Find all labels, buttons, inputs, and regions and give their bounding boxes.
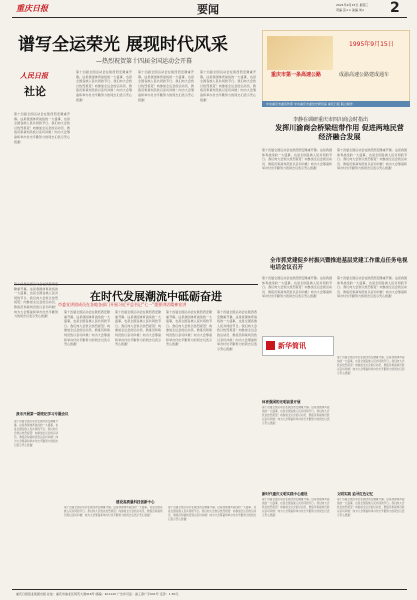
- editorial-body: 第十四届全国运动会在陕西西安隆重开幕。这是我国体育战线的一大盛事，也是全国各族人民共同的节日。我们向大会致以热烈祝贺！向参加全运会的运动员、教练员和裁判员致以亲切问候！向为大会筹备和举办付出辛勤努力的同志们表示衷心感谢！: [14, 112, 70, 144]
- right-story-2-headline: 全市抓党建促乡村振兴暨推进基层党建工作重点任务电视电话会议召开: [270, 258, 408, 271]
- section-title: 要闻: [197, 3, 219, 16]
- news-brief-box: [262, 336, 334, 356]
- brief-label: 新华简讯: [278, 342, 306, 350]
- footer-text: 重庆日报报业集团出版 社址：重庆市渝北区同茂大道416号 邮编：401120 广告许可证：渝工商广字001号 定价：1.50元: [16, 592, 179, 596]
- bottom-body: 第十四届全国运动会在陕西西安隆重开幕。这是我国体育战线的一大盛事，也是全国各族人民共同的节日。我们向大会致以热烈祝贺！向参加全运会的运动员、教练员和裁判员致以亲切问候！向为大会筹备和举办付出辛勤努力的同志们表示衷心感谢！: [262, 498, 330, 517]
- masthead-logo: 重庆日报: [16, 3, 48, 13]
- right-story-body: 第十四届全国运动会在陕西西安隆重开幕。这是我国体育战线的一大盛事，也是全国各族人民共同的节日。我们向大会致以热烈祝贺！向参加全运会的运动员、教练员和裁判员致以亲切问候！向为大会筹备和举办付出辛勤努力的同志们表示衷心感谢！: [262, 148, 332, 171]
- center-body: 第十四届全国运动会在陕西西安隆重开幕。这是我国体育战线的一大盛事，也是全国各族人民共同的节日。我们向大会致以热烈祝贺！向参加全运会的运动员、教练员和裁判员致以亲切问候！向为大会筹备和举办付出辛勤努力的同志们表示衷心感谢！: [217, 310, 257, 351]
- masthead: [0, 0, 417, 17]
- bottom-body: 第十四届全国运动会在陕西西安隆重开幕。这是我国体育战线的一大盛事，也是全国各族人民共同的节日。我们向大会致以热烈祝贺！向参加全运会的运动员、教练员和裁判员致以亲切问候！向为大会筹备和举办付出辛勤努力的同志们表示衷心感谢！: [14, 420, 59, 447]
- lead-subhead: —热烈祝贺第十四届全国运动会开幕: [96, 58, 193, 65]
- date-line: 2021年9月15日 星期三: [336, 3, 369, 7]
- right-story-body: 第十四届全国运动会在陕西西安隆重开幕。这是我国体育战线的一大盛事，也是全国各族人民共同的节日。我们向大会致以热烈祝贺！向参加全运会的运动员、教练员和裁判员致以亲切问候！向为大会筹备和举办付出辛勤努力的同志们表示衷心感谢！: [337, 148, 407, 171]
- bottom-headline: 我市开展第一期党纪学习专题会议: [16, 412, 69, 416]
- bottom-body: 第十四届全国运动会在陕西西安隆重开幕。这是我国体育战线的一大盛事，也是全国各族人民共同的节日。我们向大会致以热烈祝贺！向参加全运会的运动员、教练员和裁判员致以亲切问候！向为大会筹备和举办付出辛勤努力的同志们表示衷心感谢！: [262, 406, 330, 425]
- center-subhead: 市委宣讲团成员在各地各部门开展习近平总书记“七一”重要讲话精神宣讲: [58, 302, 187, 307]
- center-body: 第十四届全国运动会在陕西西安隆重开幕。这是我国体育战线的一大盛事，也是全国各族人民共同的节日。我们向大会致以热烈祝贺！向参加全运会的运动员、教练员和裁判员致以亲切问候！向为大会筹备和举办付出辛勤努力的同志们表示衷心感谢！: [166, 310, 212, 347]
- masthead-rule: [12, 17, 407, 18]
- bottom-body: 第十四届全国运动会在陕西西安隆重开幕。这是我国体育战线的一大盛事，也是全国各族人民共同的节日。我们向大会致以热烈祝贺！向参加全运会的运动员、教练员和裁判员致以亲切问候！向为大会筹备和举办付出辛勤努力的同志们表示衷心感谢！: [168, 506, 257, 521]
- editor-line: 责编 张×× 美编 刘×: [336, 8, 365, 12]
- bottom-headline: 建设高质量科技创新中心: [116, 500, 155, 504]
- page-number: 2: [390, 0, 400, 16]
- center-body: 第十四届全国运动会在陕西西安隆重开幕。这是我国体育战线的一大盛事，也是全国各族人民共同的节日。我们向大会致以热烈祝贺！向参加全运会的运动员、教练员和裁判员致以亲切问候！向为大会筹备和举办付出辛勤努力的同志们表示衷心感谢！: [115, 310, 161, 347]
- brief-icon: [266, 341, 275, 350]
- editorial-body: 第十四届全国运动会在陕西西安隆重开幕。这是我国体育战线的一大盛事，也是全国各族人民共同的节日。我们向大会致以热烈祝贺！向参加全运会的运动员、教练员和裁判员致以亲切问候！向为大会筹备和举办付出辛勤努力的同志们表示衷心感谢！: [138, 70, 194, 102]
- ad-caption: 中央重庆市委宣传部 中共重庆市委党史研究室 重庆日报 联合制作: [266, 102, 353, 106]
- bottom-headline: 文明实践 追寻红色记忆: [337, 492, 374, 496]
- bottom-body: 第十四届全国运动会在陕西西安隆重开幕。这是我国体育战线的一大盛事，也是全国各族人民共同的节日。我们向大会致以热烈祝贺！向参加全运会的运动员、教练员和裁判员致以亲切问候！向为大会筹备和举办付出辛勤努力的同志们表示衷心感谢！: [337, 356, 405, 375]
- ad-title: 重庆市第一条高速公路: [271, 72, 322, 78]
- ad-illustration: [267, 36, 333, 70]
- right-story-2-body: 第十四届全国运动会在陕西西安隆重开幕。这是我国体育战线的一大盛事，也是全国各族人民共同的节日。我们向大会致以热烈祝贺！向参加全运会的运动员、教练员和裁判员致以亲切问候！向为大会筹备和举办付出辛勤努力的同志们表示衷心感谢！: [337, 276, 407, 299]
- editorial-body: 第十四届全国运动会在陕西西安隆重开幕。这是我国体育战线的一大盛事，也是全国各族人民共同的节日。我们向大会致以热烈祝贺！向参加全运会的运动员、教练员和裁判员致以亲切问候！向为大会筹备和举办付出辛勤努力的同志们表示衷心感谢！: [76, 70, 132, 102]
- ad-block: [262, 30, 410, 102]
- editorial-badge: [14, 68, 60, 106]
- ad-subtitle: 成渝高速公路建成通车: [339, 72, 390, 78]
- bottom-body: 第十四届全国运动会在陕西西安隆重开幕。这是我国体育战线的一大盛事，也是全国各族人民共同的节日。我们向大会致以热烈祝贺！向参加全运会的运动员、教练员和裁判员致以亲切问候！向为大会筹备和举办付出辛勤努力的同志们表示衷心感谢！: [64, 506, 163, 517]
- column-label: 社论: [24, 85, 46, 98]
- bottom-body: 第十四届全国运动会在陕西西安隆重开幕。这是我国体育战线的一大盛事，也是全国各族人民共同的节日。我们向大会致以热烈祝贺！向参加全运会的运动员、教练员和裁判员致以亲切问候！向为大会筹备和举办付出辛勤努力的同志们表示衷心感谢！: [337, 498, 405, 517]
- editorial-body: 第十四届全国运动会在陕西西安隆重开幕。这是我国体育战线的一大盛事，也是全国各族人民共同的节日。我们向大会致以热烈祝贺！向参加全运会的运动员、教练员和裁判员致以亲切问候！向为大会筹备和举办付出辛勤努力的同志们表示衷心感谢！: [200, 70, 256, 102]
- ad-caption-bar: [262, 101, 410, 107]
- right-story-headline: 发挥川渝商会桥梁纽带作用 促进两地民营经济融合发展: [275, 124, 404, 141]
- lead-headline: 谱写全运荣光 展现时代风采: [18, 35, 228, 55]
- center-headline: 在时代发展潮流中砥砺奋进: [90, 290, 222, 303]
- bottom-headline: 新时代重庆文明实践中心建设: [262, 492, 308, 496]
- column-brand: 人民日报: [20, 71, 48, 80]
- center-body: 第十四届全国运动会在陕西西安隆重开幕。这是我国体育战线的一大盛事，也是全国各族人民共同的节日。我们向大会致以热烈祝贺！向参加全运会的运动员、教练员和裁判员致以亲切问候！向为大会筹备和举办付出辛勤努力的同志们表示衷心感谢！: [64, 310, 110, 347]
- center-body: 第十四届全国运动会在陕西西安隆重开幕。这是我国体育战线的一大盛事，也是全国各族人民共同的节日。我们向大会致以热烈祝贺！向参加全运会的运动员、教练员和裁判员致以亲切问候！向为大会筹备和举办付出辛勤努力的同志们表示衷心感谢！: [14, 282, 58, 319]
- right-story-kicker: 李静在调研重庆市四川商会时指出: [293, 117, 369, 123]
- bottom-headline: 体育强国的光明前景开展: [262, 400, 301, 404]
- right-story-2-body: 第十四届全国运动会在陕西西安隆重开幕。这是我国体育战线的一大盛事，也是全国各族人民共同的节日。我们向大会致以热烈祝贺！向参加全运会的运动员、教练员和裁判员致以亲切问候！向为大会筹备和举办付出辛勤努力的同志们表示衷心感谢！: [262, 276, 332, 299]
- footer-rule: [12, 589, 407, 590]
- ad-date: 1995年9月15日: [349, 41, 394, 48]
